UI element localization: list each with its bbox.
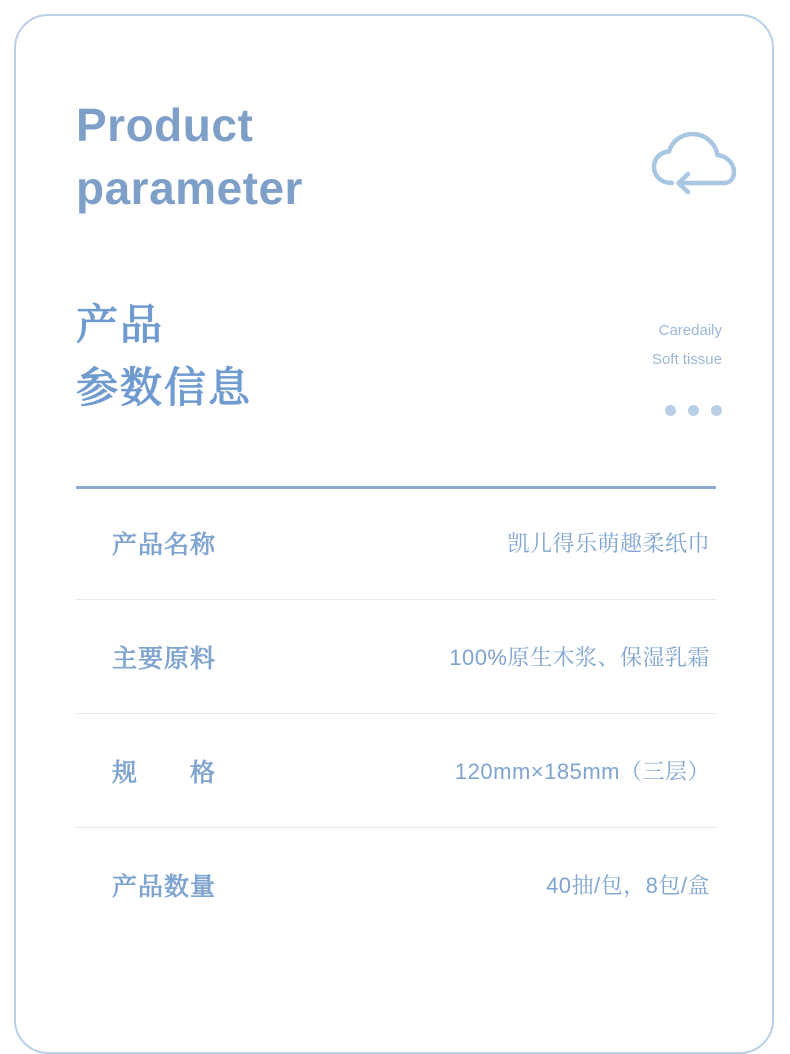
- decorative-dots: [656, 405, 722, 416]
- brand-line-1: Caredaily: [658, 322, 722, 339]
- page-title-cn: [76, 293, 536, 419]
- table-row: [76, 828, 716, 941]
- card-inner: [16, 16, 776, 1027]
- table-row: [76, 714, 716, 828]
- page-title-cn-line1: 产品: [76, 301, 165, 348]
- dot-2: [688, 405, 699, 416]
- page-title-en-line1: Product: [76, 99, 254, 151]
- brand-line-2: Soft tissue: [651, 351, 722, 369]
- table-row: [76, 600, 716, 714]
- parameter-table: [76, 486, 716, 941]
- parameter-value: 120mm×185mm（三层）: [454, 759, 710, 784]
- page-title-cn-line2: 参数信息: [76, 364, 253, 411]
- parameter-value: 100%原生木浆、保湿乳霜: [449, 645, 710, 670]
- parameter-label: 主要原料: [112, 644, 217, 673]
- dot-3: [711, 405, 722, 416]
- cloud-refresh-icon: [646, 128, 746, 200]
- page-title-en: [76, 94, 596, 221]
- parameter-label: 规 格: [112, 758, 217, 787]
- parameter-label: 产品名称: [112, 530, 217, 559]
- parameter-value: 凯儿得乐萌趣柔纸巾: [507, 531, 710, 556]
- brand-name: [536, 316, 722, 375]
- product-parameter-card: [14, 14, 774, 1054]
- table-row: [76, 486, 716, 600]
- parameter-label: 产品数量: [112, 872, 217, 901]
- page-title-en-line2: parameter: [76, 162, 303, 215]
- dot-1: [665, 405, 676, 416]
- parameter-value: 40抽/包，8包/盒: [546, 873, 710, 898]
